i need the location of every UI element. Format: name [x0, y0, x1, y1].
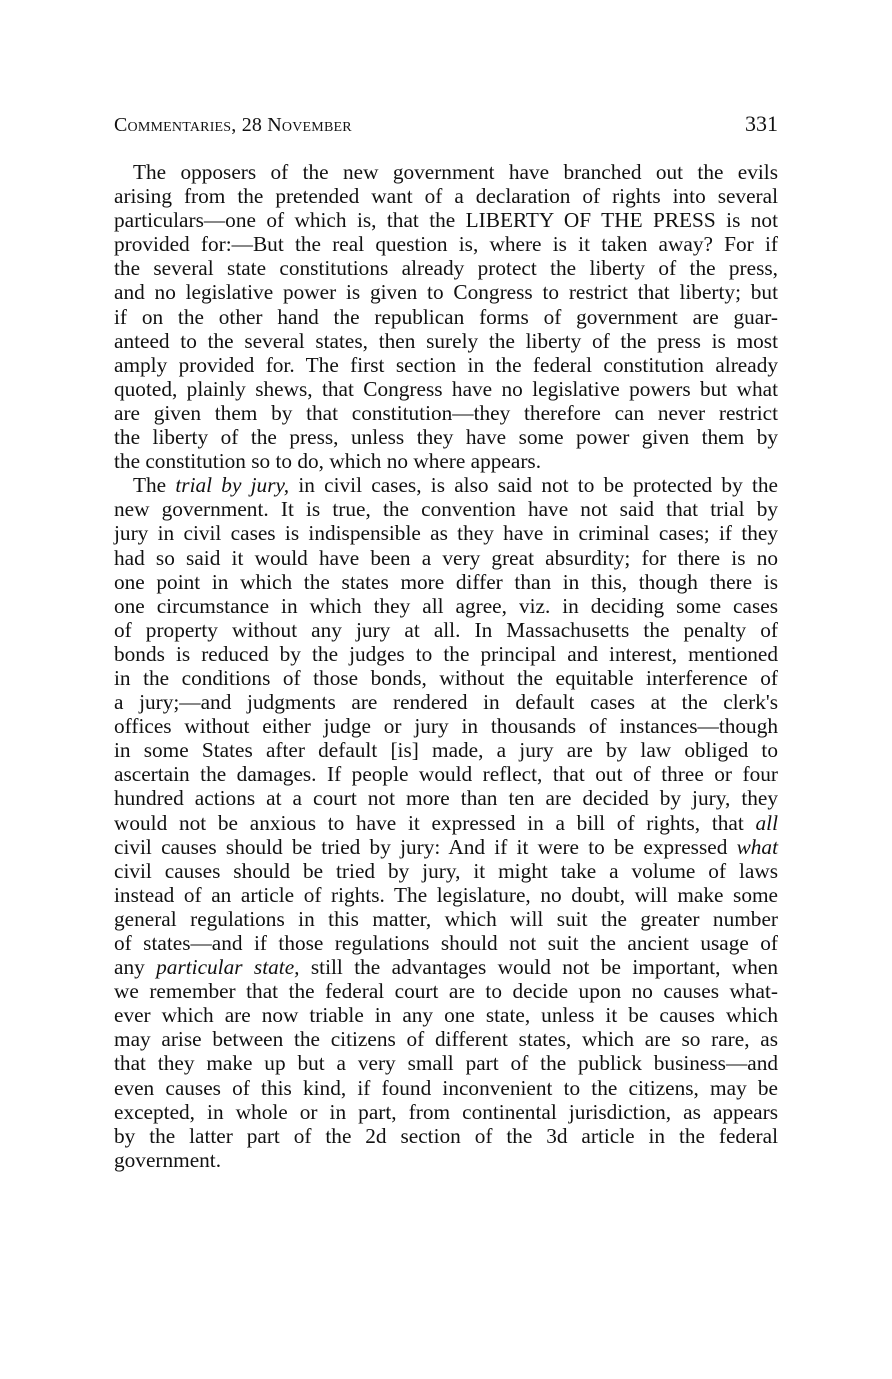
text-line	[114, 1027, 778, 1051]
text-run: civil causes should be tried by jury: And if it were to be expressed	[114, 834, 737, 859]
text-line	[114, 618, 778, 642]
text-run: offices without either judge or jury in thousands of instances—though	[114, 714, 778, 739]
body-text	[114, 160, 778, 1172]
text-run: excepted, in whole or in part, from continental jurisdiction, as appears	[114, 1099, 778, 1124]
text-run: one circumstance in which they all agree, viz. in deciding some cases	[114, 593, 778, 618]
text-line	[114, 256, 778, 280]
text-line	[114, 305, 778, 329]
text-line	[114, 232, 778, 256]
text-run: civil causes should be tried by jury, it might take a volume of laws	[114, 858, 778, 883]
text-run: any	[114, 955, 157, 980]
italic-text: particular state,	[156, 955, 300, 980]
text-run: still the advantages would not be important, when	[299, 955, 778, 980]
text-run: jury in civil cases is indispensible as they have in criminal cases; if they	[114, 521, 778, 546]
text-line	[114, 1148, 778, 1172]
text-run: The opposers of the new government have branched out the evils	[133, 160, 778, 184]
text-line	[114, 883, 778, 907]
text-line	[114, 184, 778, 208]
text-line	[114, 955, 778, 979]
text-run: of states—and if those regulations should not suit the ancient usage of	[114, 931, 778, 955]
text-run: would not be anxious to have it expressed in a bill of rights, that	[114, 810, 756, 835]
running-head	[114, 111, 778, 141]
text-run: and no legislative power is given to Congress to restrict that liberty; but	[114, 280, 778, 305]
text-run: The	[133, 473, 176, 498]
text-line	[114, 377, 778, 401]
text-run: quoted, plainly shews, that Congress have no legislative powers but what	[114, 376, 778, 401]
text-run: hundred actions at a court not more than ten are decided by jury, they	[114, 786, 778, 811]
text-run: provided for:—But the real question is, where is it taken away? For if	[114, 232, 778, 257]
text-line	[114, 666, 778, 690]
text-run: instead of an article of rights. The legislature, no doubt, will make some	[114, 882, 778, 907]
text-line	[114, 1124, 778, 1148]
text-run: ascertain the damages. If people would reflect, that out of three or four	[114, 762, 778, 787]
text-line	[114, 786, 778, 810]
text-run: of property without any jury at all. In Massachusetts the penalty of	[114, 617, 778, 642]
text-run: in some States after default [is] made, a jury are by law obliged to	[114, 738, 778, 763]
page-number: 331	[745, 111, 778, 136]
text-run: if on the other hand the republican forms of government are guar-	[114, 304, 778, 329]
text-line	[114, 449, 778, 473]
running-title: Commentaries, 28 November	[114, 114, 352, 136]
italic-text: all	[755, 810, 778, 835]
text-line	[114, 907, 778, 931]
text-run: general regulations in this matter, which will suit the greater number	[114, 906, 778, 931]
text-line	[114, 329, 778, 353]
text-run: in the conditions of those bonds, without the equitable interference of	[114, 665, 778, 690]
text-line	[114, 425, 778, 449]
text-run: anteed to the several states, then surely the liberty of the press is most	[114, 328, 778, 353]
text-run: even causes of this kind, if found inconvenient to the citizens, may be	[114, 1075, 778, 1100]
text-line	[114, 546, 778, 570]
text-run: in civil cases, is also said not to be protected by the	[289, 473, 778, 498]
text-line	[114, 811, 778, 835]
text-line	[114, 401, 778, 425]
text-line	[114, 642, 778, 666]
text-line	[114, 1100, 778, 1124]
text-line	[114, 714, 778, 738]
text-run: the several state constitutions already protect the liberty of the press,	[114, 256, 778, 281]
text-run: are given them by that constitution—they therefore can never restrict	[114, 400, 778, 425]
text-run: we remember that the federal court are to decide upon no causes what-	[114, 979, 778, 1004]
text-run: the liberty of the press, unless they have some power given them by	[114, 425, 778, 450]
text-run: government.	[114, 1147, 222, 1172]
text-line	[114, 521, 778, 545]
text-line	[114, 594, 778, 618]
text-line	[114, 208, 778, 232]
paragraph	[114, 473, 778, 1172]
text-run: amply provided for. The first section in the federal constitution already	[114, 352, 778, 377]
text-run: particulars—one of which is, that the LIBERTY OF THE PRESS is not	[114, 208, 778, 233]
text-line	[114, 979, 778, 1003]
text-run: ever which are now triable in any one state, unless it be causes which	[114, 1003, 778, 1028]
text-run: the constitution so to do, which no where appears.	[114, 449, 542, 474]
italic-text: what	[736, 834, 778, 859]
text-line	[114, 859, 778, 883]
text-line	[114, 160, 778, 184]
paragraph	[114, 160, 778, 473]
text-run: a jury;—and judgments are rendered in default cases at the clerk's	[114, 690, 778, 715]
text-run: that they make up but a very small part of the publick business—and	[114, 1051, 778, 1076]
text-line	[114, 1076, 778, 1100]
text-line	[114, 280, 778, 304]
text-run: by the latter part of the 2d section of the 3d article in the federal	[114, 1123, 778, 1148]
text-line	[114, 1051, 778, 1075]
text-line	[114, 931, 778, 955]
text-line	[114, 738, 778, 762]
text-run: may arise between the citizens of different states, which are so rare, as	[114, 1027, 778, 1052]
text-line	[114, 570, 778, 594]
italic-text: trial by jury,	[175, 473, 290, 498]
text-run: bonds is reduced by the judges to the principal and interest, mentioned	[114, 641, 778, 666]
text-run: had so said it would have been a very great absurdity; for there is no	[114, 545, 778, 570]
text-line	[114, 353, 778, 377]
text-line	[114, 690, 778, 714]
text-line	[114, 473, 778, 497]
text-line	[114, 762, 778, 786]
text-run: new government. It is true, the convention have not said that trial by	[114, 497, 778, 522]
text-line	[114, 1003, 778, 1027]
text-run: arising from the pretended want of a declaration of rights into several	[114, 184, 778, 209]
text-line	[114, 497, 778, 521]
text-run: one point in which the states more differ than in this, though there is	[114, 569, 778, 594]
text-line	[114, 835, 778, 859]
